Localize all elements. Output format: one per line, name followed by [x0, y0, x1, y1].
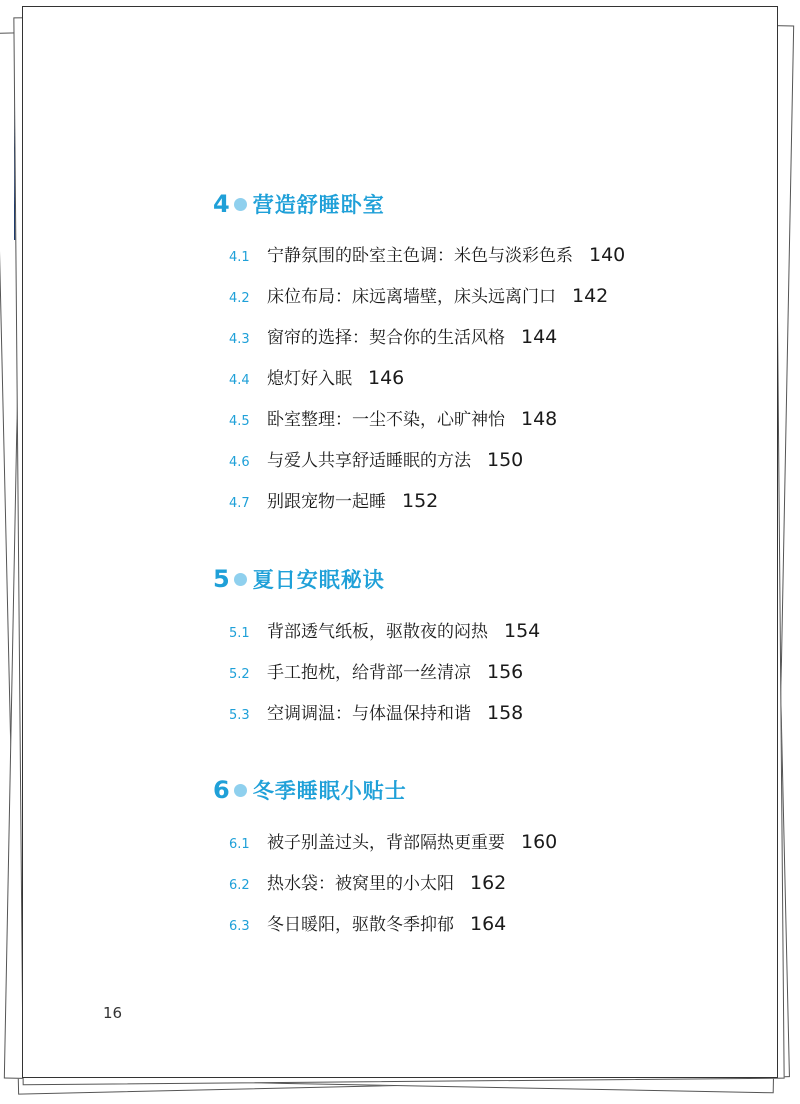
entry-page-number: 152 — [402, 490, 439, 512]
entry-title: 被子别盖过头，背部隔热更重要 — [267, 833, 505, 853]
entry-title: 卧室整理：一尘不染，心旷神怡 — [267, 410, 505, 430]
toc-entry[interactable] — [229, 910, 506, 935]
toc-entry[interactable] — [229, 364, 404, 389]
toc-entry[interactable] — [229, 405, 557, 430]
entry-page-number: 142 — [572, 285, 609, 307]
entry-number: 4.7 — [229, 496, 250, 511]
chapter-title: 冬季睡眠小贴士 — [252, 779, 407, 803]
entry-page-number: 150 — [487, 449, 524, 471]
entry-page-number: 148 — [521, 408, 558, 430]
entry-number: 6.1 — [229, 837, 250, 852]
chapter-title: 营造舒睡卧室 — [252, 193, 385, 217]
toc-entry[interactable] — [229, 241, 625, 266]
entry-title: 热水袋：被窝里的小太阳 — [267, 874, 454, 894]
toc-entry[interactable] — [229, 446, 523, 471]
entry-title: 别跟宠物一起睡 — [267, 492, 386, 512]
entry-title: 宁静氛围的卧室主色调：米色与淡彩色系 — [267, 246, 573, 266]
entry-page-number: 164 — [470, 913, 507, 935]
page-number: 16 — [103, 1004, 123, 1022]
toc-entry[interactable] — [229, 828, 557, 853]
bullet-dot-icon — [234, 784, 247, 797]
toc-entry[interactable] — [229, 869, 506, 894]
entry-page-number: 156 — [487, 661, 524, 683]
entry-number: 6.2 — [229, 878, 250, 893]
entry-title: 与爱人共享舒适睡眠的方法 — [267, 451, 471, 471]
toc-entry[interactable] — [229, 487, 438, 512]
toc-entry[interactable] — [229, 282, 608, 307]
entry-number: 4.2 — [229, 291, 250, 306]
entry-page-number: 154 — [504, 620, 541, 642]
entry-page-number: 144 — [521, 326, 558, 348]
toc-entry[interactable] — [229, 323, 557, 348]
bullet-dot-icon — [234, 198, 247, 211]
entry-title: 冬日暖阳，驱散冬季抑郁 — [267, 915, 454, 935]
chapter-number: 5 — [213, 565, 230, 593]
entry-number: 4.5 — [229, 414, 250, 429]
entry-title: 空调调温：与体温保持和谐 — [267, 704, 471, 724]
entry-number: 5.3 — [229, 708, 250, 723]
entry-page-number: 162 — [470, 872, 507, 894]
entry-title: 背部透气纸板，驱散夜的闷热 — [267, 622, 488, 642]
entry-number: 4.6 — [229, 455, 250, 470]
chapter-number: 4 — [213, 190, 230, 218]
toc-entry[interactable] — [229, 699, 523, 724]
entry-page-number: 160 — [521, 831, 558, 853]
entry-page-number: 140 — [589, 244, 626, 266]
chapter-number: 6 — [213, 776, 230, 804]
entry-number: 5.1 — [229, 626, 250, 641]
entry-number: 6.3 — [229, 919, 250, 934]
entry-number: 4.4 — [229, 373, 250, 388]
entry-number: 4.3 — [229, 332, 250, 347]
entry-number: 4.1 — [229, 250, 250, 265]
toc-entry[interactable] — [229, 617, 540, 642]
toc-page — [22, 6, 778, 1078]
chapter-4-heading — [213, 189, 385, 219]
chapter-title: 夏日安眠秘诀 — [252, 568, 385, 592]
entry-title: 窗帘的选择：契合你的生活风格 — [267, 328, 505, 348]
chapter-6-heading — [213, 775, 407, 805]
entry-page-number: 146 — [368, 367, 405, 389]
bullet-dot-icon — [234, 573, 247, 586]
chapter-5-heading — [213, 564, 385, 594]
entry-title: 手工抱枕，给背部一丝清凉 — [267, 663, 471, 683]
entry-page-number: 158 — [487, 702, 524, 724]
entry-number: 5.2 — [229, 667, 250, 682]
toc-entry[interactable] — [229, 658, 523, 683]
entry-title: 床位布局：床远离墙壁，床头远离门口 — [267, 287, 556, 307]
entry-title: 熄灯好入眠 — [267, 369, 352, 389]
